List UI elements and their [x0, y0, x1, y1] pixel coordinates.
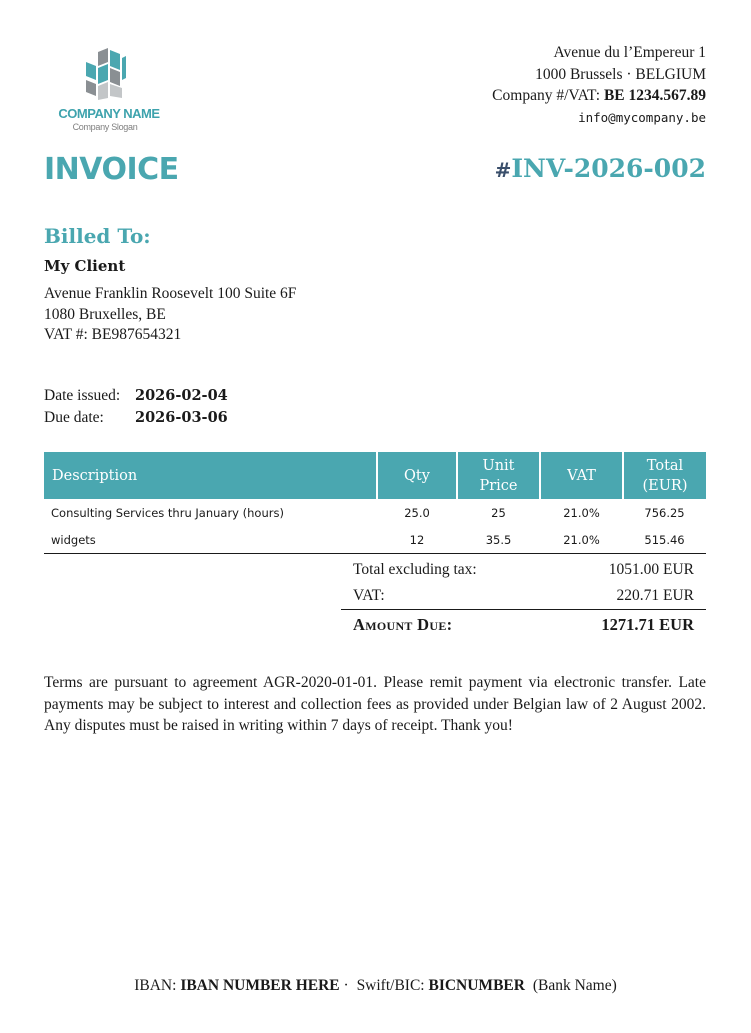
header-vat: VAT [540, 452, 623, 499]
company-info [492, 42, 706, 128]
bic-label: Swift/BIC: [356, 977, 425, 994]
subtotal-row [341, 557, 706, 583]
billed-to-heading: Billed To: [44, 224, 151, 248]
due-date-row [44, 409, 228, 431]
cell-description: Consulting Services thru January (hours) [51, 505, 284, 520]
vat-label: VAT: [353, 587, 385, 604]
payment-terms: Terms are pursuant to agreement AGR-2020-01-01. Please remit payment via electronic transfer. Late payments may be subject to interest and collection fees as provided under Belgian law of 2 August 2002. Any disputes must be raised in writing within 7 days of receipt. Thank you! [44, 674, 706, 734]
header-qty: Qty [377, 452, 457, 499]
cell-description: widgets [44, 526, 377, 554]
subtotal-label: Total excluding tax: [353, 561, 477, 578]
footer-separator: · [343, 977, 349, 994]
invoice-dates [44, 387, 228, 431]
table-header-row [44, 452, 706, 499]
iban-value: IBAN NUMBER HERE [180, 977, 340, 994]
invoice-number-prefix: # [494, 158, 512, 182]
cell-unit-price: 35.5 [457, 526, 540, 554]
due-date-value: 2026-03-06 [135, 409, 228, 426]
company-logo [44, 44, 174, 138]
company-vat-label: Company #/VAT: [492, 87, 601, 104]
vat-value: 220.71 EUR [616, 587, 694, 604]
bank-name: (Bank Name) [532, 977, 617, 994]
subtotal-value: 1051.00 EUR [608, 561, 694, 578]
logo-company-name: COMPANY NAME [58, 106, 160, 121]
invoice-title: INVOICE [44, 152, 179, 187]
date-issued-label: Date issued: [44, 387, 121, 404]
company-vat-value: BE 1234.567.89 [603, 87, 706, 104]
table-row [44, 499, 706, 526]
header-description: Description [44, 452, 377, 499]
logo-slogan: Company Slogan [72, 122, 138, 132]
table-row [44, 526, 706, 554]
cell-qty: 12 [377, 526, 457, 554]
company-email: info@mycompany.be [578, 109, 706, 125]
invoice-number-value: INV-2026-002 [511, 154, 706, 183]
cell-vat: 21.0% [563, 505, 600, 520]
company-address-line2: 1000 Brussels · BELGIUM [535, 65, 706, 83]
cell-vat: 21.0% [540, 526, 623, 554]
company-address-line1: Avenue du l’Empereur 1 [553, 44, 706, 61]
date-issued-value: 2026-02-04 [135, 387, 228, 404]
totals-block [341, 557, 706, 638]
cell-total: 515.46 [623, 526, 706, 554]
bic-value: BICNUMBER [428, 977, 525, 994]
client-address-line1: Avenue Franklin Roosevelt 100 Suite 6F [44, 285, 297, 302]
cell-total: 756.25 [644, 505, 685, 520]
line-items-table [44, 452, 706, 554]
due-date-label: Due date: [44, 409, 104, 426]
iban-label: IBAN: [134, 977, 177, 994]
amount-due-row [341, 610, 706, 638]
date-issued-row [44, 387, 228, 409]
building-logo-icon [84, 48, 126, 100]
client-name: My Client [44, 257, 126, 275]
invoice-number [495, 154, 706, 183]
client-vat: VAT #: BE987654321 [44, 326, 182, 343]
header-total: Total (EUR) [623, 452, 706, 499]
header-unit-price: Unit Price [457, 452, 540, 499]
client-address [44, 284, 296, 346]
cell-qty: 25.0 [404, 505, 430, 520]
cell-unit-price: 25 [491, 505, 506, 520]
amount-due-label: Amount Due: [353, 615, 453, 634]
bank-details-footer [0, 977, 751, 995]
company-vat [492, 85, 706, 107]
vat-row [341, 583, 706, 610]
client-address-line2: 1080 Bruxelles, BE [44, 305, 166, 323]
amount-due-value: 1271.71 EUR [601, 615, 694, 634]
